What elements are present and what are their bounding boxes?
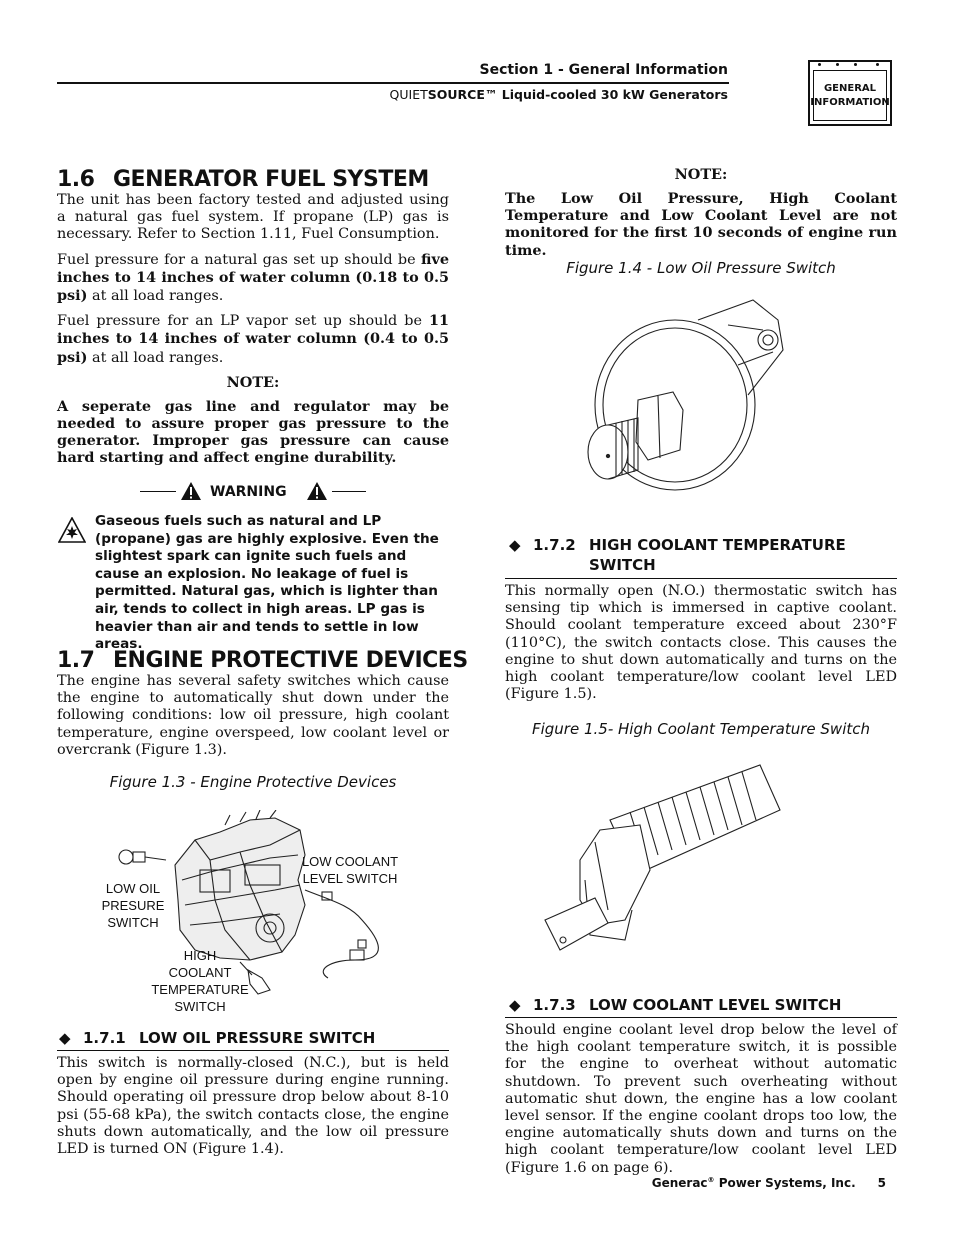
section-1-7-heading: 1.7 ENGINE PROTECTIVE DEVICES (57, 648, 468, 673)
section-1-7-3-heading: ◆ 1.7.3 LOW COOLANT LEVEL SWITCH (509, 996, 842, 1014)
s16-note-text: A seperate gas line and regulator may be needed to assure proper gas pressure to the generator. Improper gas pressure can cause hard starting and affect engine durability. (57, 397, 449, 467)
tab-line2: INFORMATION (810, 96, 890, 108)
warning-icon (306, 481, 328, 501)
right-column (505, 166, 897, 266)
figure-1-3-caption: Figure 1.3 - Engine Protective Devices (109, 773, 397, 791)
section-1-7-1-rule (57, 1050, 449, 1051)
right-note-title: NOTE: (674, 166, 728, 183)
header-rule (57, 82, 729, 84)
section-1-7 (57, 648, 468, 766)
footer-company: Generac (651, 1176, 708, 1190)
s17-para1: The engine has several safety switches which cause the engine to automatically shut down under the following conditions: low oil pressure, high coolant temperature, engine overspeed, low coolant level or overcrank (Figure 1.3). (57, 673, 449, 758)
s173-para: Should engine coolant level drop below the level of the high coolant temperature switch, it is possible for the engine to overheat without automatic shutdown. To prevent such overheating without automatic shut down, the engine has a low coolant level sensor. If the engine coolant drops too low, the engine automatically shuts down and turns on the high coolant temperature/low coolant level LED (Figure 1.6 on page 6). (505, 1022, 897, 1176)
figure-1-5-caption: Figure 1.5- High Coolant Temperature Switch (531, 720, 870, 738)
warning-label: WARNING (210, 484, 287, 500)
section-1-7-3-rule (505, 1017, 897, 1018)
section-1-7-1-heading: ◆ 1.7.1 LOW OIL PRESSURE SWITCH (59, 1029, 376, 1047)
section-tab (808, 60, 892, 126)
explosion-hazard-icon (58, 517, 86, 543)
label-low-coolant-level-switch: LOW COOLANT LEVEL SWITCH (301, 854, 399, 886)
section-1-6-heading: 1.6 GENERATOR FUEL SYSTEM (57, 167, 429, 192)
s172-para: This normally open (N.O.) thermostatic switch has sensing tip which is immersed in captive coolant. Should coolant temperature exceed about 230°F (110°C), the switch contacts close. This causes the engine to shut down automatically and turns on the high coolant temperature/low coolant level LED (Figure 1.5). (505, 583, 897, 703)
s16-para3: Fuel pressure for an LP vapor set up should be 11 inches to 14 inches of water column (0.4 to 0.5 psi) at all load ranges. (57, 312, 449, 366)
label-high-coolant-temperature-switch: HIGH COOLANT TEMPERATURE SWITCH (151, 948, 249, 1014)
label-low-oil-pressure-switch: LOW OIL PRESURE SWITCH (101, 881, 165, 930)
s16-para1: The unit has been factory tested and adjusted using a natural gas fuel system. If propane (LP) gas is necessary. Refer to Section 1.11, Fuel Consumption. (57, 192, 449, 243)
header-product-line: QUIETSOURCE™ Liquid-cooled 30 kW Generators (389, 87, 728, 102)
section-1-7-2-rule (505, 578, 897, 579)
footer: Generac® Power Systems, Inc. 5 (651, 1176, 886, 1190)
right-note-text: The Low Oil Pressure, High Coolant Temperature and Low Coolant Level are not monitored for the first 10 seconds of engine run time. (505, 190, 897, 259)
tab-line1: GENERAL (823, 82, 877, 94)
warning-banner (140, 481, 370, 503)
s16-note-title: NOTE: (226, 373, 280, 391)
header-section-title: Section 1 - General Information (479, 62, 728, 78)
page-number: 5 (877, 1176, 886, 1190)
high-coolant-temperature-switch-illustration (540, 760, 790, 960)
left-column (57, 167, 449, 474)
s171-para: This switch is normally-closed (N.C.), but is held open by engine oil pressure during engine running. Should operating oil pressure drop below about 8-10 psi (55-68 kPa), the switch contacts close, the engine shuts down automatically, and the low oil pressure LED is turned ON (Figure 1.4). (57, 1055, 449, 1158)
low-oil-pressure-switch-illustration (578, 290, 818, 495)
s16-para2: Fuel pressure for a natural gas set up should be five inches to 14 inches of water column (0.18 to 0.5 psi) at all load ranges. (57, 250, 449, 305)
warning-text: Gaseous fuels such as natural and LP (propane) gas are highly explosive. Even the slightest spark can ignite such fuels and cause an explosion. No leakage of fuel is permitted. Natural gas, which is lighter than air, tends to collect in high areas. LP gas is heavier than air and tends to settle in low areas. (95, 513, 439, 653)
section-1-7-2-heading: ◆ 1.7.2 HIGH COOLANT TEMPERATURE SWITCH (509, 536, 846, 574)
figure-1-4-caption: Figure 1.4 - Low Oil Pressure Switch (566, 259, 836, 277)
warning-icon (180, 481, 202, 501)
